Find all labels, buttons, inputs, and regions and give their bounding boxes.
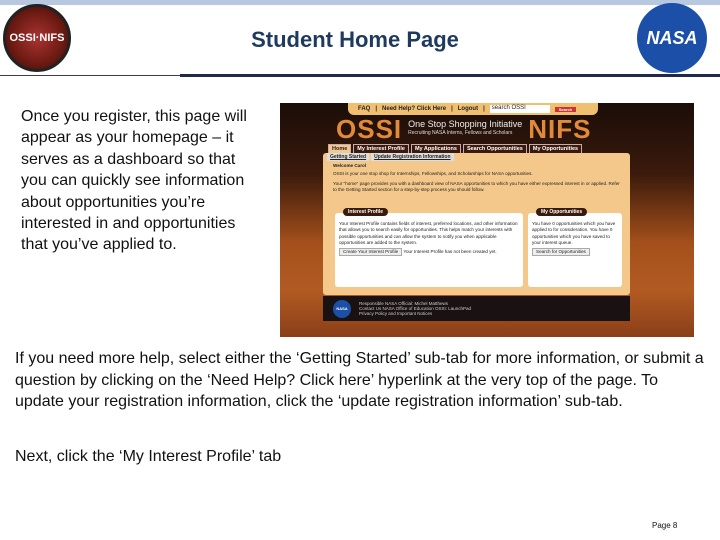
logo-text: OSSI·NIFS <box>9 32 65 44</box>
dashboard-paragraph: Your "home" page provides you with a dashboard view of NASA opportunities to which you have either expressed interest in or applied. Refer to the Getting Started section for a step-by-step process you should follow. <box>333 181 620 192</box>
search-button[interactable]: Search <box>555 107 576 112</box>
create-interest-profile-button[interactable]: Create Your Interest Profile <box>339 248 402 256</box>
tab-my-opportunities[interactable]: My Opportunities <box>529 144 582 154</box>
divider <box>0 75 180 76</box>
brand-ossi: OSSI <box>336 113 403 144</box>
tab-my-applications[interactable]: My Applications <box>411 144 461 154</box>
footer-privacy-link[interactable]: Privacy Policy and Important Notices <box>359 311 433 316</box>
tab-home[interactable]: Home <box>328 144 351 154</box>
subtab-update-registration[interactable]: Update Registration Information <box>371 153 453 161</box>
logo-text: NASA <box>336 306 348 311</box>
nasa-logo <box>637 3 707 73</box>
intro-text: Once you register, this page will appear as your homepage – it serves as a dashboard so that you can quickly see information about opportunities you’re interested in and opportunities that you’ve applied to. <box>21 108 247 254</box>
tab-search-opportunities[interactable]: Search Opportunities <box>463 144 527 154</box>
footer-line: Responsible NASA Official: Michel Matthews <box>359 301 448 306</box>
tab-my-interest-profile[interactable]: My Interest Profile <box>353 144 409 154</box>
my-opportunities-card <box>528 209 622 287</box>
logo-text: NASA <box>646 27 698 48</box>
card-body: You have 0 opportunities which you have applied to for consideration. You have 0 opportunities which you have saved to your interest queue. <box>532 221 616 245</box>
divider <box>180 74 720 77</box>
intro-paragraph: OSSI is your one stop shop for Internships, Fellowships, and Scholarships for NASA opportunities. <box>333 171 533 176</box>
utility-bar: FAQ | Need Help? Click Here | Logout | search OSSI Search <box>348 103 598 115</box>
tagline-text: One Stop Shopping Initiative <box>408 119 523 129</box>
help-text: If you need more help, select either the ‘Getting Started’ sub-tab for more information, or submit a question by clicking on the ‘Need Help? Click here’ hyperlink at the very top of the page. To update your registration information, click the ‘update registration information’ sub-tab. <box>15 350 704 411</box>
tagline <box>408 120 522 138</box>
sub-tabs <box>327 153 454 161</box>
home-panel <box>323 153 630 295</box>
top-strip <box>0 0 720 5</box>
need-help-link[interactable]: Need Help? Click Here <box>382 106 447 112</box>
homepage-screenshot <box>280 103 694 337</box>
logout-link[interactable]: Logout <box>457 106 479 112</box>
subtagline: Recruiting NASA Interns, Fellows and Scholars <box>408 130 513 136</box>
footer-links[interactable]: Contact Us NASA Office of Education OSSI: LaunchPad <box>359 306 471 311</box>
card-body: Your Interest Profile contains fields of interest, preferred locations, and other information that allows you to search easily for opportunities. This helps match your interests with possible opportunities and can allow the system to notify you when applicable opportunities are added to the system. <box>339 221 518 245</box>
search-input[interactable]: search OSSI <box>490 105 550 113</box>
slide-title: Student Home Page <box>251 27 459 52</box>
faq-link[interactable]: FAQ <box>358 106 371 112</box>
nasa-footer-logo <box>333 300 351 318</box>
interest-profile-card <box>335 209 523 287</box>
page-number: Page 8 <box>652 521 678 530</box>
card-heading: Interest Profile <box>343 208 388 216</box>
search-opportunities-button[interactable]: Search for Opportunities <box>532 248 590 256</box>
site-banner <box>336 115 591 143</box>
next-step-text: Next, click the ‘My Interest Profile’ tab <box>15 448 282 465</box>
site-footer <box>323 296 630 321</box>
brand-nifs: NIFS <box>528 113 592 144</box>
welcome-text: Welcome Carol <box>333 163 367 168</box>
subtab-getting-started[interactable]: Getting Started <box>327 153 369 161</box>
profile-status: Your Interest Profile has not been created yet. <box>403 249 497 255</box>
card-heading: My Opportunities <box>536 208 587 216</box>
